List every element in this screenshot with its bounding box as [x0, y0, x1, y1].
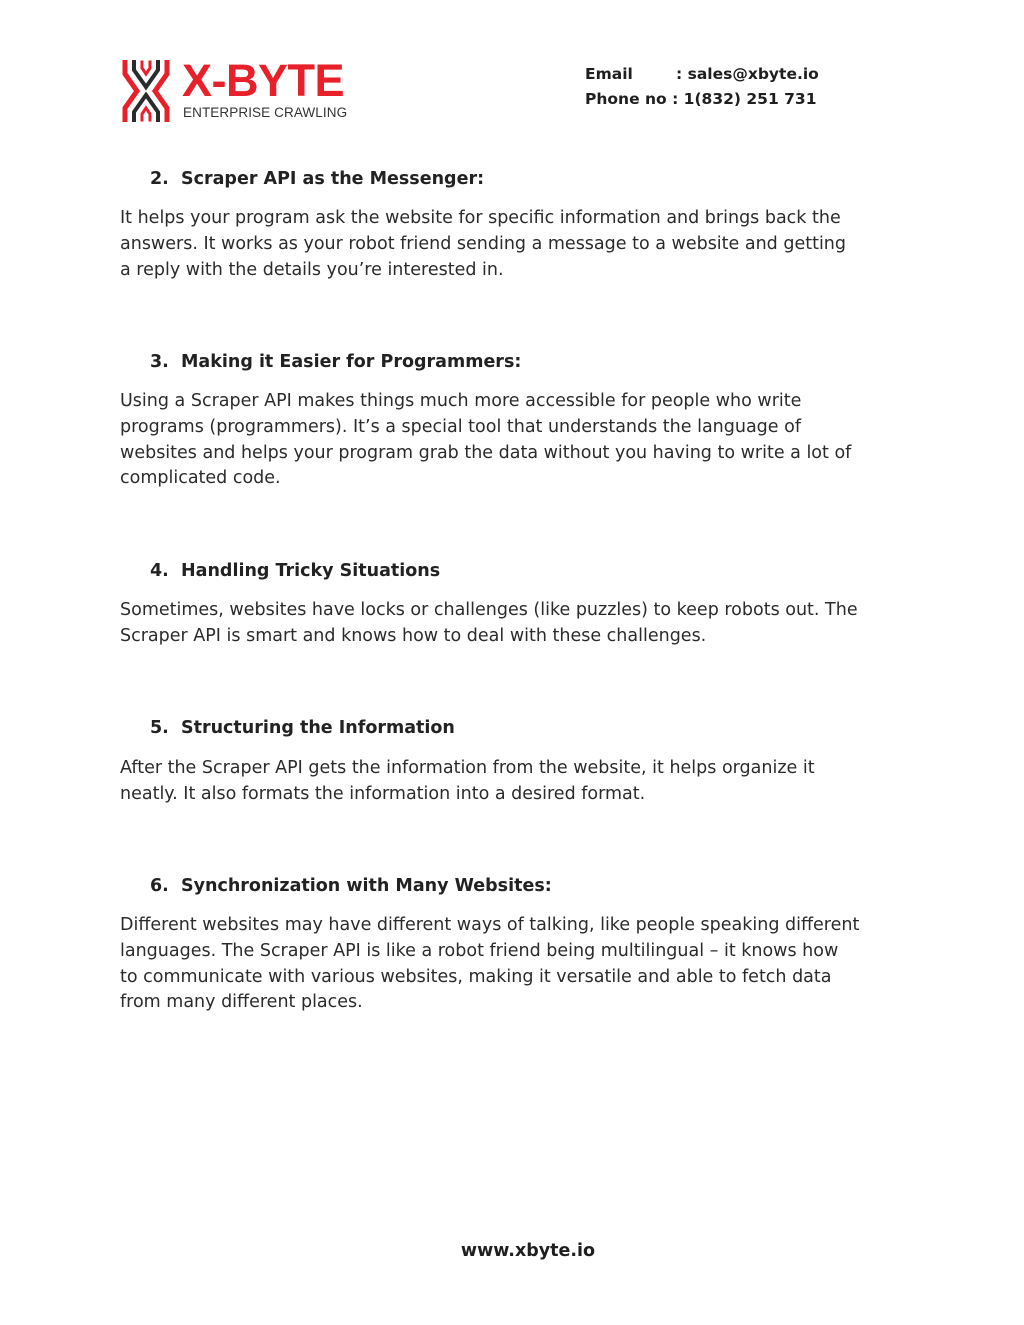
logo-wordmark: X-BYTE: [182, 55, 345, 106]
section-heading-messenger: [150, 168, 484, 190]
paragraph-line: After the Scraper API gets the information from the website, it helps organize it: [120, 758, 815, 778]
email-row: [585, 62, 819, 87]
paragraph-line: It helps your program ask the website for specific information and brings back the: [120, 208, 841, 228]
paragraph-line: answers. It works as your robot friend sending a message to a website and getting: [120, 233, 847, 254]
paragraph-line: languages. The Scraper API is like a robot friend being multilingual – it knows how: [120, 940, 839, 961]
section-heading-synchronization: [150, 875, 552, 897]
paragraph-line: Different websites may have different ways of talking, like people speaking different: [120, 915, 860, 935]
section-heading-structuring: [150, 717, 455, 739]
section-title: Structuring the Information: [181, 718, 455, 738]
paragraph-line: neatly. It also formats the information into a desired format.: [120, 783, 646, 804]
section-number: 6.: [150, 876, 169, 896]
paragraph-line: websites and helps your program grab the data without you having to write a lot of: [120, 442, 852, 463]
logo-tagline: ENTERPRISE CRAWLING: [183, 105, 348, 120]
email-value[interactable]: : sales@xbyte.io: [676, 65, 819, 83]
paragraph-line: Scraper API is smart and knows how to deal with these challenges.: [120, 625, 707, 646]
section-number: 5.: [150, 718, 169, 738]
section-heading-programmers: [150, 351, 521, 373]
phone-label: Phone no: [585, 90, 667, 108]
paragraph-line: to communicate with various websites, making it versatile and able to fetch data: [120, 966, 832, 987]
section-number: 2.: [150, 169, 169, 189]
section-title: Scraper API as the Messenger:: [181, 169, 485, 189]
paragraph-line: a reply with the details you’re interested in.: [120, 259, 504, 280]
section-heading-tricky-situations: [150, 560, 440, 582]
section-title: Making it Easier for Programmers:: [181, 352, 522, 372]
section-number: 3.: [150, 352, 169, 372]
company-logo: [122, 55, 362, 124]
paragraph-line: programs (programmers). It’s a special tool that understands the language of: [120, 416, 801, 437]
section-title: Handling Tricky Situations: [181, 561, 441, 581]
paragraph-line: Using a Scraper API makes things much more accessible for people who write: [120, 391, 802, 411]
section-paragraph-programmers: [120, 389, 920, 492]
section-paragraph-structuring: [120, 756, 920, 808]
phone-value: : 1(832) 251 731: [672, 90, 817, 108]
email-label: Email: [585, 65, 633, 83]
section-paragraph-synchronization: [120, 913, 920, 1016]
section-paragraph-tricky-situations: [120, 598, 920, 650]
paragraph-line: from many different places.: [120, 992, 363, 1013]
paragraph-line: complicated code.: [120, 468, 281, 489]
footer-website-link[interactable]: www.xbyte.io: [460, 1241, 596, 1261]
section-title: Synchronization with Many Websites:: [181, 876, 552, 896]
section-paragraph-messenger: [120, 206, 920, 283]
paragraph-line: Sometimes, websites have locks or challenges (like puzzles) to keep robots out. The: [120, 600, 858, 620]
x-byte-logo-icon: [122, 60, 170, 122]
section-number: 4.: [150, 561, 169, 581]
contact-info: [585, 62, 819, 112]
phone-row: [585, 87, 819, 112]
